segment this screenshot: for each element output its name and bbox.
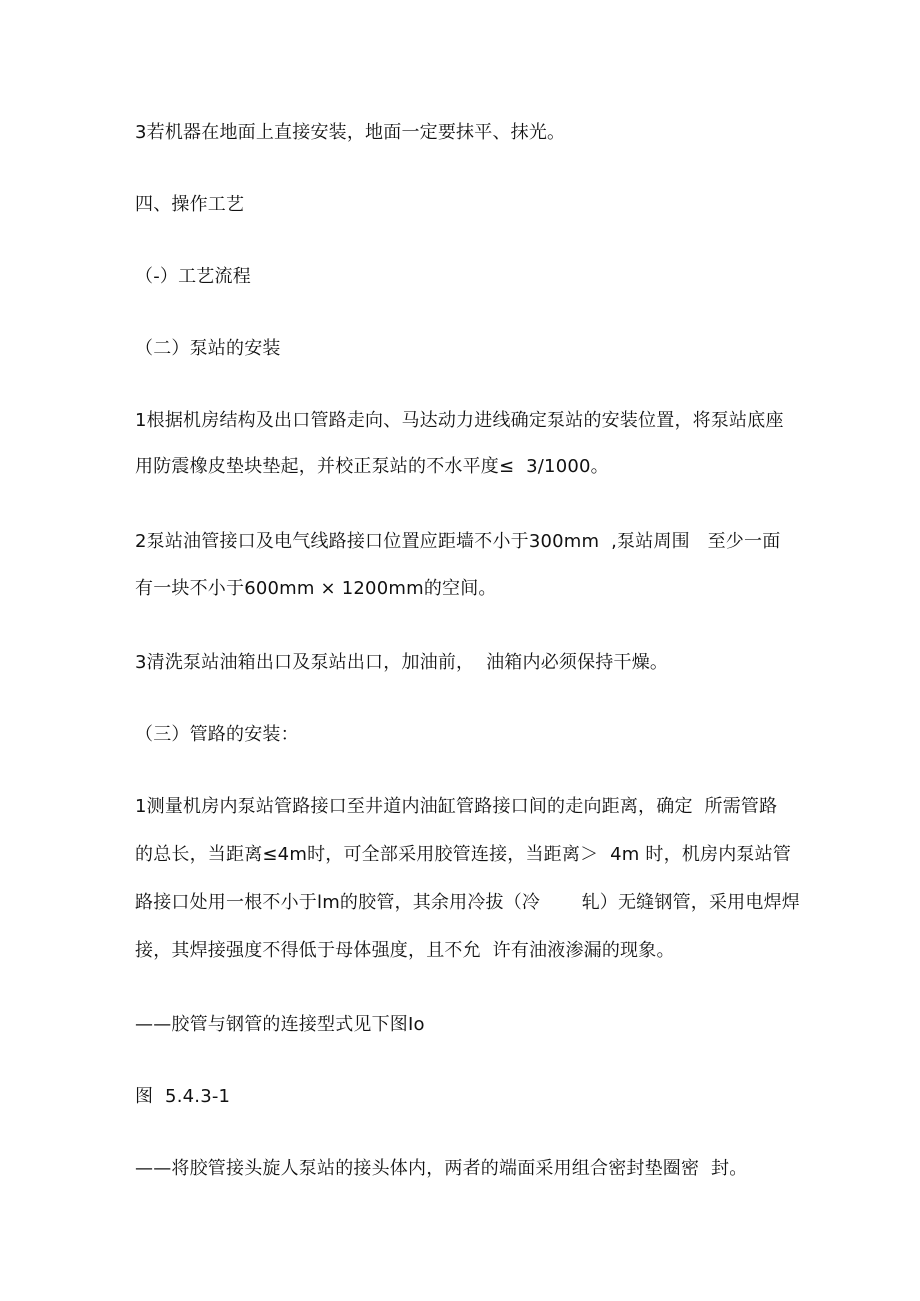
note-hose-joint-seal: ——将胶管接头旋人泵站的接头体内，两者的端面采用组合密封垫圈密 封。 bbox=[135, 1158, 748, 1179]
figure-caption: 图 5.4.3-1 bbox=[135, 1086, 231, 1107]
heading-operation-process: 四、操作工艺 bbox=[135, 194, 245, 215]
paragraph-2-line-2: 有一块不小于600mm × 1200mm的空间。 bbox=[135, 578, 497, 599]
paragraph-4-line-4: 接，其焊接强度不得低于母体强度，且不允 许有油液渗漏的现象。 bbox=[135, 940, 675, 961]
note-hose-steel-connection: ——胶管与钢管的连接型式见下图Io bbox=[135, 1014, 425, 1035]
paragraph-1-line-1: 1根据机房结构及出口管路走向、马达动力进线确定泵站的安装位置，将泵站底座 bbox=[135, 410, 784, 431]
paragraph-machine-ground-install: 3若机器在地面上直接安装，地面一定要抹平、抹光。 bbox=[135, 122, 566, 143]
subheading-pipeline-install: （三）管路的安装： bbox=[135, 724, 299, 745]
paragraph-3-line-1: 3清洗泵站油箱出口及泵站出口，加油前， 油箱内必须保持干燥。 bbox=[135, 652, 669, 673]
paragraph-4-line-1: 1测量机房内泵站管路接口至井道内油缸管路接口间的走向距离，确定 所需管路 bbox=[135, 796, 778, 817]
paragraph-4-line-3: 路接口处用一根不小于lm的胶管，其余用冷拔（冷 轧）无缝钢管，采用电焊焊 bbox=[135, 892, 800, 913]
paragraph-2-line-1: 2泵站油管接口及电气线路接口位置应距墙不小于300mm ,泵站周围 至少一面 bbox=[135, 531, 781, 552]
subheading-pump-station-install: （二）泵站的安装 bbox=[135, 338, 281, 359]
paragraph-1-line-2: 用防震橡皮垫块垫起，并校正泵站的不水平度≤ 3/1000。 bbox=[135, 456, 609, 477]
paragraph-4-line-2: 的总长，当距离≤4m时，可全部采用胶管连接，当距离＞ 4m 时，机房内泵站管 bbox=[135, 844, 792, 865]
subheading-process-flow: （-）工艺流程 bbox=[135, 266, 251, 287]
